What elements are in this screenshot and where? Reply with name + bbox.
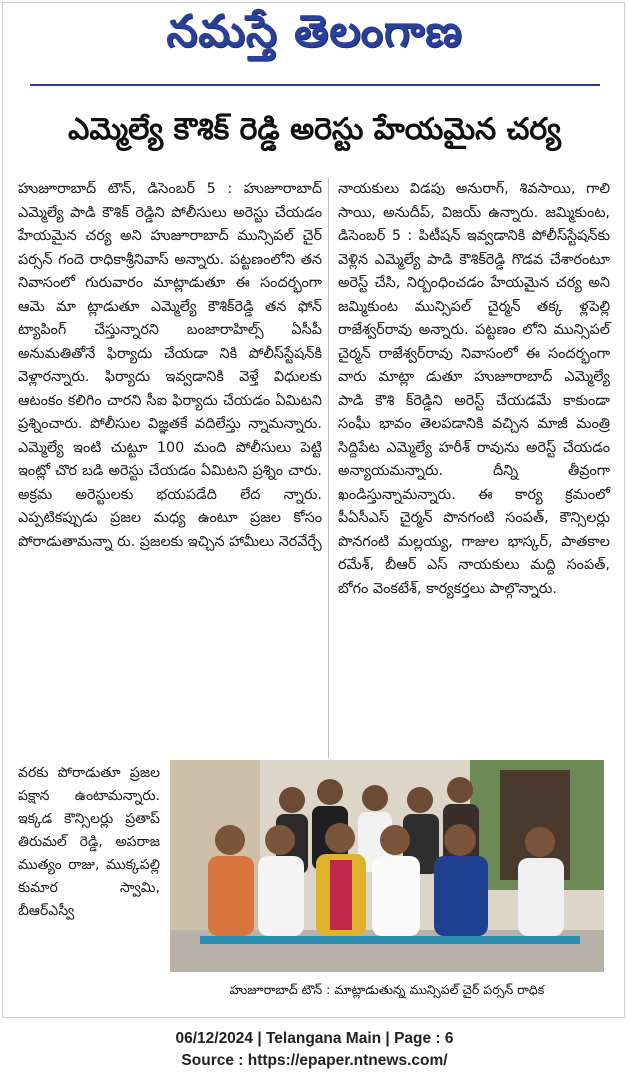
article-column-1 [18,178,322,554]
article-column-3 [18,762,160,923]
footer-date-page: 06/12/2024 | Telangana Main | Page : 6 [175,1030,454,1047]
column-3-text: వరకు పోరాడుతూ ప్రజల పక్షాన ఉంటామన్నారు. ఇక్కడ కౌన్సిలర్లు ప్రతాప్ తిరుమల్ రెడ్డి, అపరాజ ముత్యం రాజు, ముక్కపల్లి కుమార స్వామి, బీఆర్ఎస్వీ [18,765,160,919]
group-photo-illustration [170,760,604,972]
column-2-text: నాయకులు విడపు అనురాగ్, శివసాయి, గాలి సాయి, అనుదీప్, విజయ్ ఉన్నారు. జమ్మికుంట, డిసెంబర్ 5 : పిటీషన్ ఇవ్వడానికి పోలీస్‌స్టేషన్‌కు వెళ్లిన ఎమ్మెల్యే పాడి కౌశిక్‌రెడ్డి గొడవ చేశారంటూ అరెస్ట్ చేసి, నిర్బంధించడం హేయమైన చర్య అని జమ్మికుంట మున్సిపల్ చైర్మన్ తక్క ళ్లపెల్లి రాజేశ్వర్‌రావు అన్నారు. పట్టణం లోని మున్సిపల్ చైర్మన్ రాజేశ్వర్‌రావు నివాసంలో ఈ సందర్భంగా వారు మాట్లా డుతూ హుజూరాబాద్ ఎమ్మెల్యే పాడి కౌశి క్‌రెడ్డిని అరెస్ట్ చేయడమే కాకుండా సంఘీ భావం తెలపడానికి వచ్చిన మాజీ మంత్రి సిద్దిపేట ఎమ్మెల్యే హరీశ్ రావును అరెస్ట్ చేయడం అన్యాయమన్నారు. దీన్ని తీవ్రంగా ఖండిస్తున్నామన్నారు. ఈ కార్య క్రమంలో పీఏసీఎస్ చైర్మన్ పొనగంటి సంపత్, కౌన్సిలర్లు పొనగంటి మల్లయ్య, గాజుల భాస్కర్, పాతకాల రమేశ్, బీఆర్ ఎస్ నాయకులు మద్ది సంపత్, బోగం వెంకటేశ్, కార్యకర్తలు పాల్గొన్నారు. [338,181,610,597]
article-column-2 [338,178,610,601]
article-headline: ఎమ్మెల్యే కౌశిక్ రెడ్డి అరెస్టు హేయమైన చర్య [68,112,561,147]
news-photo [170,760,604,972]
photo-caption: హుజూరాబాద్ టౌన్ : మాట్లాడుతున్న మున్సిపల్ చైర్ పర్సన్ రాధిక [229,982,545,997]
column-divider [328,178,329,758]
footer-source: Source : https://epaper.ntnews.com/ [181,1052,448,1069]
newspaper-masthead: నమస్తే తెలంగాణ [166,6,463,57]
masthead-rule [30,84,600,86]
column-1-text: హుజూరాబాద్ టౌన్, డిసెంబర్ 5 : హుజూరాబాద్ ఎమ్మెల్యే పాడి కౌశిక్ రెడ్డిని పోలీసులు అరెస్టు చేయడం హేయమైన చర్య అని హుజూరాబాద్ మున్సిపల్ చైర్ పర్సన్ గందె రాధికాశ్రీనివాస్ అన్నారు. పట్టణంలోని తన నివాసంలో గురువారం మాట్లాడుతూ ఈ సందర్భంగా ఆమె మా ట్లాడుతూ ఎమ్మెల్యే కౌశిక్‌రెడ్డి తన ఫోన్ ట్యాపింగ్ చేస్తున్నారని బంజారాహిల్స్ ఏసీపీ అనుమతితోనే ఫిర్యాదు చేయడా నికి పోలీస్‌స్టేషన్‌కి వెళ్లారన్నారు. ఫిర్యాదు ఇవ్వడానికి వెళ్తే విధులకు ఆటంకం కలిగిం చారని సీఐ ఫిర్యాదు చేయడం ఏమిటని ప్రశ్నించారు. పోలీసుల విజ్ఞతకే వదిలేస్తు న్నామన్నారు. ఎమ్మెల్యే ఇంటి చుట్టూ 100 మంది పోలీసులు పెట్టి ఇంట్లో చొర బడి అరెస్టు చేయడం ఏమిటని ప్రశ్నిం చారు. అక్రమ అరెస్టులకు భయపడేది లేద న్నారు. ఎప్పటికప్పుడు ప్రజల మధ్య ఉంటూ ప్రజల కోసం పోరాడుతామన్నా రు. ప్రజలకు ఇచ్చిన హామీలు నెరవేర్చే [18,181,322,550]
